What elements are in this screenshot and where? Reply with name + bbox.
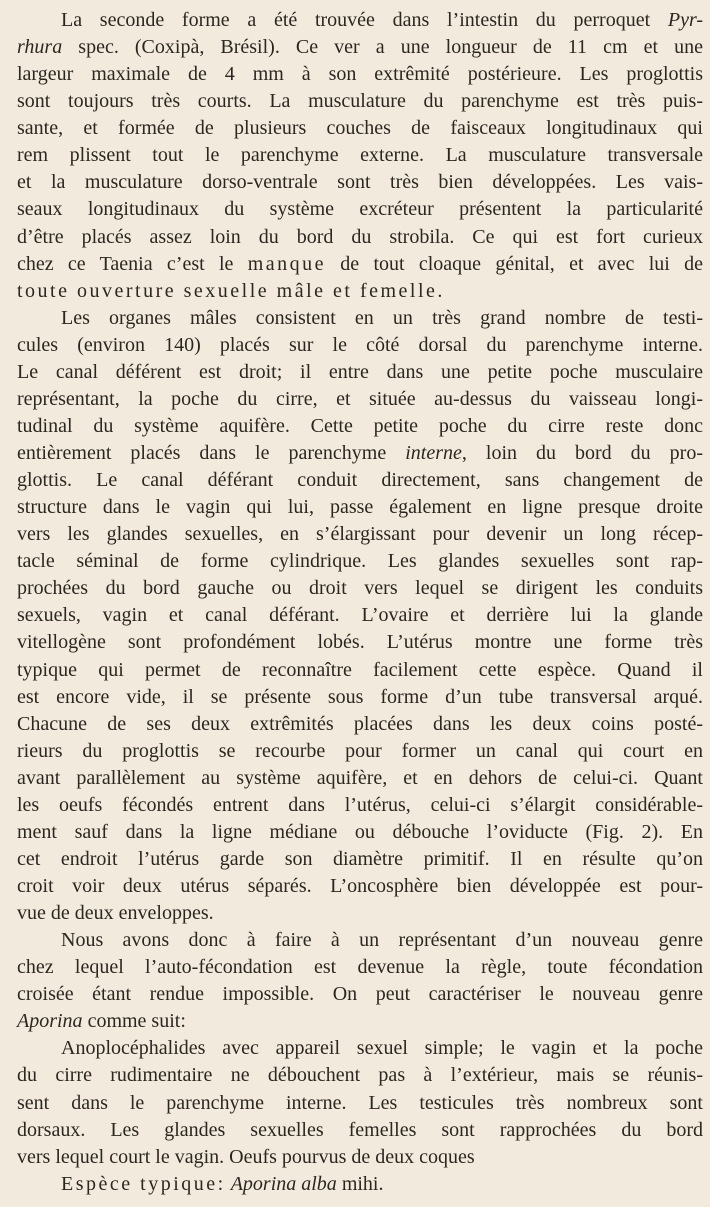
- text-line: [17, 440, 703, 467]
- text-line: [17, 846, 703, 873]
- text-segment: typique qui permet de reconnaître facilement cette espèce. Quand il: [17, 658, 703, 681]
- text-segment: de tout cloaque génital, et avec lui de: [326, 252, 704, 275]
- text-segment: manque: [247, 252, 326, 275]
- text-segment: vers les glandes sexuelles, en s’élargissant pour devenir un long récep-: [17, 523, 703, 546]
- text-segment: cules (environ 140) placés sur le côté dorsal du parenchyme interne.: [17, 333, 703, 356]
- text-line: [17, 386, 703, 413]
- text-line: [17, 88, 703, 115]
- text-segment: cet endroit l’utérus garde son diamètre primitif. Il en résulte qu’on: [17, 847, 703, 870]
- paragraph: [17, 305, 703, 927]
- paragraph: [17, 927, 703, 1035]
- text-segment: spec. (Coxipà, Brésil). Ce ver a une longueur de 11 cm et une: [62, 36, 703, 59]
- text-segment: prochées du bord gauche ou droit vers lequel se dirigent les conduits: [17, 577, 703, 600]
- text-line: [17, 1090, 703, 1117]
- text-segment: Espèce typique:: [61, 1172, 226, 1195]
- text-line: [17, 224, 703, 251]
- text-line: [17, 34, 703, 61]
- text-line: [17, 413, 703, 440]
- text-line: [17, 873, 703, 900]
- text-line: [17, 738, 703, 765]
- text-segment: avant parallèlement au système aquifère, et en dehors de celui-ci. Quant: [17, 766, 703, 789]
- text-line: [17, 1035, 703, 1062]
- text-segment: vue de deux enveloppes.: [17, 902, 214, 925]
- text-line: [17, 684, 703, 711]
- text-segment: chez lequel l’auto-fécondation est devenue la règle, toute fécondation: [17, 956, 703, 979]
- text-segment: du cirre rudimentaire ne débouchent pas à l’extérieur, mais se réunis-: [17, 1064, 703, 1087]
- paragraph: [17, 1171, 703, 1198]
- text-line: [17, 196, 703, 223]
- text-segment: rem plissent tout le parenchyme externe. La musculature transversale: [17, 144, 703, 167]
- text-line: [17, 142, 703, 169]
- text-line: [17, 819, 703, 846]
- text-line: [17, 1171, 703, 1198]
- text-segment: Le canal déférent est droit; il entre dans une petite poche musculaire: [17, 360, 703, 383]
- text-line: [17, 954, 703, 981]
- text-segment: comme suit:: [82, 1010, 186, 1033]
- text-segment: Les organes mâles consistent en un très grand nombre de testi-: [61, 306, 703, 329]
- document-page: [17, 7, 703, 1198]
- text-segment: toute ouverture sexuelle mâle et femelle.: [17, 279, 445, 302]
- text-line: [17, 169, 703, 196]
- text-line: [17, 521, 703, 548]
- text-segment: tacle séminal de forme cylindrique. Les glandes sexuelles sont rap-: [17, 550, 703, 573]
- text-line: [17, 981, 703, 1008]
- text-line: [17, 1062, 703, 1089]
- text-line: [17, 251, 703, 278]
- text-line: [17, 792, 703, 819]
- text-segment: croisée étant rendue impossible. On peut caractériser le nouveau genre: [17, 983, 703, 1006]
- text-segment: sont toujours très courts. La musculature du parenchyme est très puis-: [17, 90, 703, 113]
- text-line: [17, 332, 703, 359]
- paragraph: [17, 7, 703, 305]
- text-line: [17, 1117, 703, 1144]
- text-line: [17, 602, 703, 629]
- text-line: [17, 278, 703, 305]
- text-segment: glottis. Le canal déférant conduit directement, sans changement de: [17, 469, 703, 492]
- text-segment: est encore vide, il se présente sous forme d’un tube transversal arqué.: [17, 685, 703, 708]
- text-line: [17, 657, 703, 684]
- text-line: [17, 1144, 703, 1171]
- text-segment: sent dans le parenchyme interne. Les testicules très nombreux sont: [17, 1091, 703, 1114]
- text-segment: représentant, la poche du cirre, et située au-dessus du vaisseau longi-: [17, 387, 703, 410]
- text-segment: et la musculature dorso-ventrale sont très bien développées. Les vais-: [17, 171, 703, 194]
- text-line: [17, 900, 703, 927]
- text-segment: La seconde forme a été trouvée dans l’intestin du perroquet: [61, 9, 668, 31]
- text-segment: entièrement placés dans le parenchyme: [17, 442, 406, 464]
- text-line: [17, 7, 703, 34]
- text-segment: d’être placés assez loin du bord du strobila. Ce qui est fort curieux: [17, 225, 703, 248]
- text-segment: rieurs du proglottis se recourbe pour former un canal qui court en: [17, 739, 703, 762]
- text-line: [17, 359, 703, 386]
- text-line: [17, 305, 703, 332]
- italic-text: Aporina: [17, 1010, 83, 1033]
- text-segment: ment sauf dans la ligne médiane ou débouche l’oviducte (Fig. 2). En: [17, 820, 703, 843]
- text-line: [17, 927, 703, 954]
- text-segment: vitellogène sont profondément lobés. L’utérus montre une forme très: [17, 631, 703, 654]
- text-segment: tudinal du système aquifère. Cette petite poche du cirre reste donc: [17, 414, 703, 437]
- text-line: [17, 711, 703, 738]
- text-line: [17, 575, 703, 602]
- text-line: [17, 115, 703, 142]
- paragraph: [17, 1035, 703, 1170]
- italic-text: interne: [405, 442, 462, 464]
- text-segment: mihi.: [336, 1172, 384, 1195]
- text-segment: vers lequel court le vagin. Oeufs pourvus de deux coques: [17, 1145, 475, 1168]
- text-line: [17, 629, 703, 656]
- text-segment: Chacune de ses deux extrêmités placées dans les deux coins posté-: [17, 712, 703, 735]
- text-segment: , loin du bord du pro-: [461, 442, 704, 464]
- text-segment: dorsaux. Les glandes sexuelles femelles sont rapprochées du bord: [17, 1118, 703, 1141]
- text-segment: largeur maximale de 4 mm à son extrêmité postérieure. Les proglottis: [17, 63, 703, 86]
- text-line: [17, 765, 703, 792]
- text-segment: les oeufs fécondés entrent dans l’utérus, celui-ci s’élargit considérable-: [17, 793, 703, 816]
- text-line: [17, 1008, 703, 1035]
- text-line: [17, 548, 703, 575]
- text-segment: Anoplocéphalides avec appareil sexuel simple; le vagin et la poche: [61, 1037, 703, 1060]
- text-segment: seaux longitudinaux du système excréteur présentent la particularité: [17, 198, 703, 221]
- text-segment: structure dans le vagin qui lui, passe également en ligne presque droite: [17, 496, 703, 519]
- text-segment: sante, et formée de plusieurs couches de faisceaux longitudinaux qui: [17, 117, 703, 140]
- text-line: [17, 61, 703, 88]
- italic-text: Pyr-: [667, 9, 703, 31]
- text-line: [17, 494, 703, 521]
- italic-text: rhura: [17, 36, 63, 59]
- text-segment: sexuels, vagin et canal déférant. L’ovaire et derrière lui la glande: [17, 604, 703, 627]
- text-segment: Nous avons donc à faire à un représentant d’un nouveau genre: [61, 929, 703, 952]
- text-line: [17, 467, 703, 494]
- italic-text: Aporina alba: [230, 1172, 337, 1195]
- text-segment: croit voir deux utérus séparés. L’oncosphère bien développée est pour-: [17, 875, 703, 897]
- text-segment: chez ce Taenia c’est le: [17, 252, 248, 275]
